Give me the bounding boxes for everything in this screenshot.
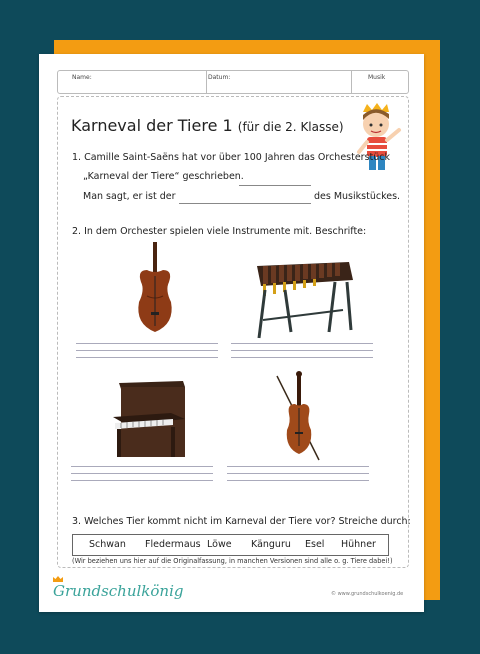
divider (206, 71, 207, 93)
answer-line (179, 203, 311, 204)
divider (351, 71, 352, 93)
q1-line3a: Man sagt, er ist der (83, 191, 176, 202)
label-line (71, 480, 213, 481)
double-bass-icon (127, 240, 183, 336)
q1-line1: 1. Camille Saint-Saëns hat vor über 100 Jahren das Orchesterstück (72, 152, 391, 163)
worksheet-page (39, 54, 424, 612)
answer-line (239, 185, 311, 186)
label-line (231, 343, 373, 344)
label-line (71, 473, 213, 474)
xylophone-icon (255, 260, 355, 340)
label-line (227, 473, 369, 474)
violin-icon (273, 370, 329, 464)
animal-option[interactable]: Känguru (251, 539, 291, 550)
date-label: Datum: (208, 74, 231, 81)
label-line (76, 343, 218, 344)
page-title (71, 116, 344, 135)
title-sub: (für die 2. Klasse) (237, 120, 344, 134)
name-label: Name: (72, 74, 92, 81)
header-row (57, 70, 409, 94)
q3-note: (Wir beziehen uns hier auf die Originalfassung, in manchen Versionen sind alle o. g. Tiere dabei!) (72, 557, 393, 565)
title-main: Karneval der Tiere 1 (71, 116, 233, 135)
label-line (231, 350, 373, 351)
animal-options-box (72, 534, 389, 556)
footer-url: © www.grundschulkoenig.de (331, 591, 404, 597)
label-line (71, 466, 213, 467)
brand-logo: Grundschulkönig (53, 582, 184, 600)
boy-illustration-icon (355, 100, 405, 176)
piano-icon (111, 379, 191, 459)
q2-text: 2. In dem Orchester spielen viele Instrumente mit. Beschrifte: (72, 226, 367, 237)
q3-text: 3. Welches Tier kommt nicht im Karneval der Tiere vor? Streiche durch: (72, 516, 411, 527)
q1-line3b: des Musikstückes. (314, 191, 401, 202)
animal-option[interactable]: Löwe (207, 539, 232, 550)
label-line (227, 480, 369, 481)
animal-option[interactable]: Schwan (89, 539, 126, 550)
animal-option[interactable]: Esel (305, 539, 325, 550)
label-line (227, 466, 369, 467)
label-line (76, 350, 218, 351)
label-line (76, 357, 218, 358)
q1-line2: „Karneval der Tiere“ geschrieben. (83, 171, 244, 182)
animal-option[interactable]: Fledermaus (145, 539, 201, 550)
animal-option[interactable]: Hühner (341, 539, 376, 550)
subject-label: Musik (368, 74, 386, 81)
label-line (231, 357, 373, 358)
